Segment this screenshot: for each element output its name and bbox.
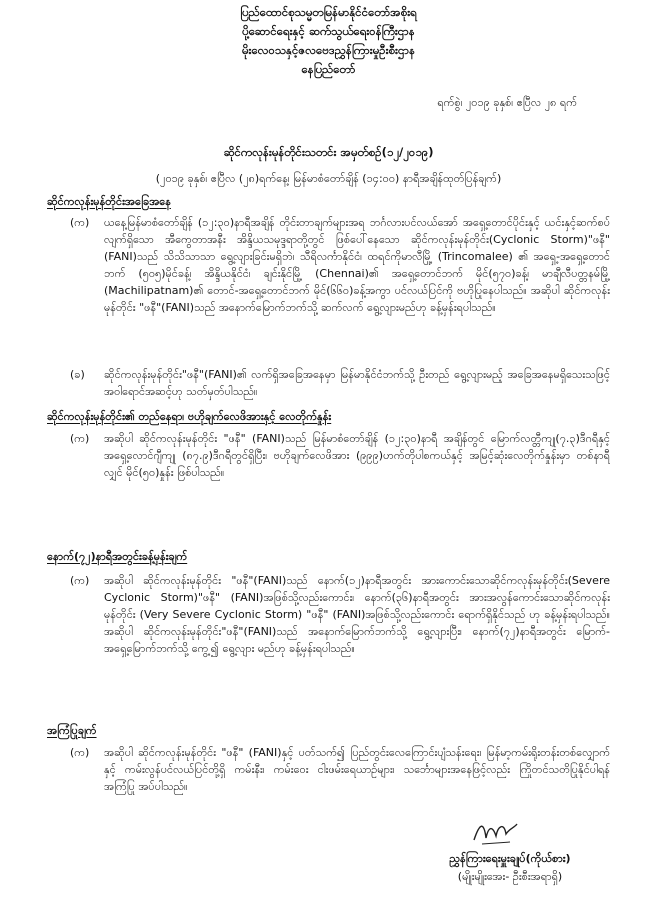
list-item xyxy=(70,430,610,510)
document-title: ဆိုင်ကလုန်းမုန်တိုင်းသတင်း အမှတ်စဉ်(၁၂/၂၀၁၉) xyxy=(223,145,434,159)
item-text: ဆိုင်ကလုန်းမုန်တိုင်း"ဖနီ"(FANI)၏ လက်ရှိအခြေအနေမှာ မြန်မာနိုင်ငံဘက်သို့ ဦးတည် ရွေ့လျားမည့် အခြေအနေမရှိသေးသဖြင့် အဝါရောင်အဆင့်ဟု သတ်မှတ်ပါသည်။ xyxy=(104,368,610,399)
letterhead-city: နေပြည်တော် xyxy=(301,62,356,76)
list-item xyxy=(70,744,610,814)
section-heading-status: ဆိုင်ကလုန်းမုန်တိုင်းအခြေအနေ xyxy=(47,195,171,208)
item-text: အဆိုပါ ဆိုင်ကလုန်းမုန်တိုင်း "ဖနီ" (FANI)သည် မြန်မာစံတော်ချိန် (၁၂:၃၀)နာရီ အချိန်တွင် မြောက်လတ္တီကျု(၇.၃)ဒီဂရီနှင့် အရှေ့လောင်ဂျီကျု (၈၇.၉)ဒီဂရီတွင်ရှိပြီး၊ ဗဟိုချက်လေဖိအား (၉၉၉)ဟက်တိုပါစကယ်နှင့် အမြင့်ဆုံးလေတိုက်နှုန်းမှာ တစ်နာရီလျှင် မိုင်(၅၀)နှုန်း ဖြစ်ပါသည်။ xyxy=(104,432,610,480)
item-text: အဆိုပါ ဆိုင်ကလုန်းမုန်တိုင်း "ဖနီ" (FANI)နှင့် ပတ်သက်၍ ပြည်တွင်းလေကြောင်းပျံသန်းရေး၊ မြန်မာ့ကမ်းရိုးတန်းတစ်လျှောက်နှင့် ကမ်းလွန်ပင်လယ်ပြင်တို့ရှိ ကမ်းနီး၊ ကမ်းဝေး ငါးဖမ်းရေယာဉ်များ၊ သင်္ဘောများအနေဖြင့်လည်း ကြိုတင်သတိပြုနိုင်ပါရန် အကြံပြု အပ်ပါသည်။ xyxy=(104,746,610,794)
list-item xyxy=(70,366,610,406)
section-heading-advice: အကြံပြုချက် xyxy=(47,724,97,737)
item-text: ယနေ့မြန်မာစံတော်ချိန် (၁၂:၃၀)နာရီအချိန် တိုင်းတာချက်များအရ ဘင်္ဂလားပင်လယ်အော် အရှေ့တောင်ပိုင်းနှင့် ယင်းနှင့်ဆက်စပ်လျက်ရှိသော အီကွေတာအနီး အိန္ဒိယသမုဒ္ဒရာတို့တွင် ဖြစ်ပေါ်နေသော ဆိုင်ကလုန်းမုန်တိုင်း(Cyclonic Storm)"ဖနီ"(FANI)သည် သိသိသာသာ ရွေ့လျားခြင်းမရှိဘဲ၊ သီရိလင်္ကာနိုင်ငံ၊ ထရင်ကိုမာလီမြို့ (Trincomalee) ၏ အရှေ့-အရှေ့တောင်ဘက် (၅၀၅)မိုင်ခန့်၊ အိန္ဒိယနိုင်ငံ၊ ချင်းနိုင်မြို့ (Chennai)၏ အရှေ့တောင်ဘက် မိုင်(၅၇၀)ခန့်၊ မာချီလီပတ္တနမ်မြို့ (Machilipatnam)၏ တောင်-အရှေ့တောင်ဘက် မိုင်(၆၆၀)ခန့်အကွာ ပင်လယ်ပြင်ကို ဗဟိုပြုနေပါသည်။ အဆိုပါ ဆိုင်ကလုန်းမုန်တိုင်း "ဖနီ"(FANI)သည် အနောက်မြောက်ဘက်သို့ ဆက်လက် ရွေ့လျားမည်ဟု ခန့်မှန်းရပါသည်။ xyxy=(104,216,610,315)
section-heading-position: ဆိုင်ကလုန်းမုန်တိုင်း၏ တည်နေရာ၊ ဗဟိုချက်လေဖိအားနှင့် လေတိုက်နှုန်း xyxy=(47,410,332,423)
item-number: (ခ) xyxy=(70,368,85,381)
document-date: ရက်စွဲ၊ ၂၀၁၉ ခုနှစ်၊ ဧပြီလ ၂၈ ရက် xyxy=(437,96,577,109)
handwritten-signature xyxy=(470,818,520,848)
letterhead-department: မိုးလေဝသနှင့်ဇလဗေဒညွှန်ကြားမှုဦးစီးဌာန xyxy=(241,43,416,57)
section-heading-forecast: နောက်(၇၂)နာရီအတွင်းခန့်မှန်းချက် xyxy=(47,550,188,563)
list-item xyxy=(70,214,610,364)
letterhead xyxy=(0,4,657,80)
item-number: (က) xyxy=(70,216,90,229)
letterhead-ministry: ပို့ဆောင်ရေးနှင့် ဆက်သွယ်ရေးဝန်ကြီးဌာန xyxy=(242,24,415,38)
letterhead-government: ပြည်ထောင်စုသမ္မတမြန်မာနိုင်ငံတော်အစိုးရ xyxy=(240,5,417,19)
signatory-name: ညွှန်ကြားရေးမှူးချုပ်(ကိုယ်စား) xyxy=(449,852,571,865)
item-number: (က) xyxy=(70,432,90,445)
item-number: (က) xyxy=(70,574,90,587)
signatory-title: (မျိုးမျိုးအေး- ဦးစီးအရာရှိ) xyxy=(457,870,563,883)
list-item xyxy=(70,572,610,712)
item-number: (က) xyxy=(70,746,90,759)
document-subtitle: (၂၀၁၉ ခုနှစ်၊ ဧပြီလ (၂၈)ရက်နေ့၊ မြန်မာစံတော်ချိန် (၁၄:၀၀) နာရီအချိန်ထုတ်ပြန်ချက်) xyxy=(155,172,502,185)
item-text: အဆိုပါ ဆိုင်ကလုန်းမုန်တိုင်း "ဖနီ"(FANI)သည် နောက်(၁၂)နာရီအတွင်း အားကောင်းသောဆိုင်ကလုန်းမုန်တိုင်း(Severe Cyclonic Storm)"ဖနီ" (FANI)အဖြစ်သို့လည်းကောင်း၊ နောက်(၃၆)နာရီအတွင်း အားအလွန်ကောင်းသောဆိုင်ကလုန်းမုန်တိုင်း (Very Severe Cyclonic Storm) "ဖနီ" (FANI)အဖြစ်သို့လည်းကောင်း ရောက်ရှိနိုင်သည် ဟု ခန့်မှန်းရပါသည်။ အဆိုပါ ဆိုင်ကလုန်းမုန်တိုင်း"ဖနီ"(FANI)သည် အနောက်မြောက်ဘက်သို့ ရွေ့လျားပြီး၊ နောက်(၇၂)နာရီအတွင်း မြောက်-အရှေ့မြောက်ဘက်သို့ ကွေ့၍ ရွေ့လျား မည်ဟု ခန့်မှန်းရပါသည်။ xyxy=(104,574,610,656)
